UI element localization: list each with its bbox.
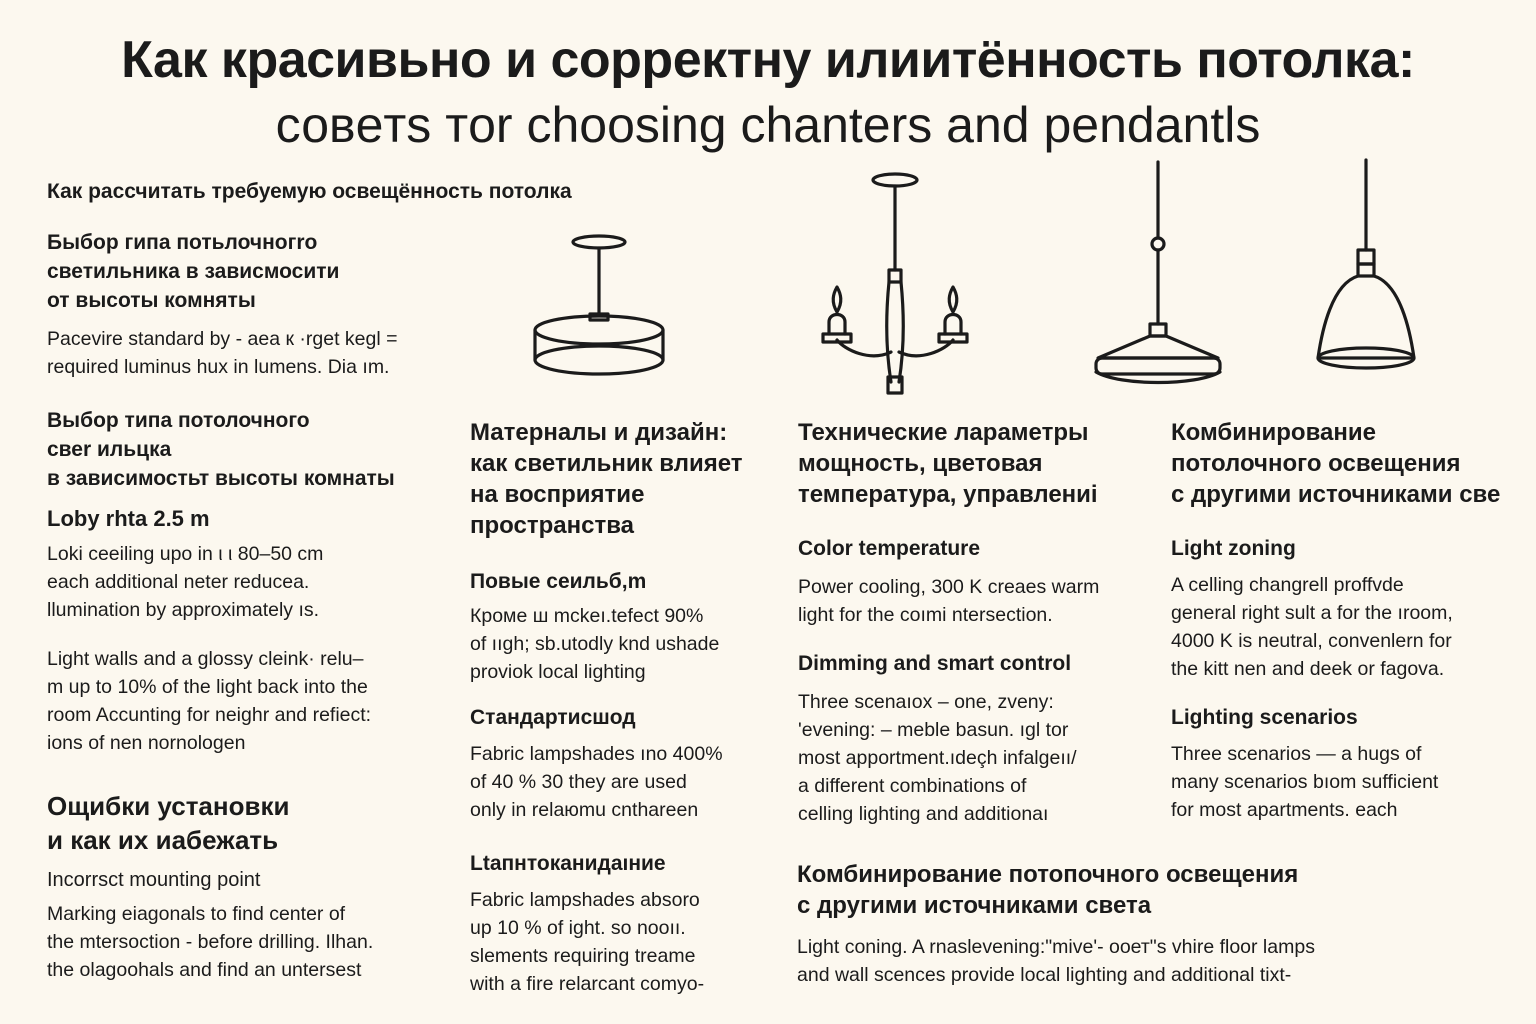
left-sec2-heading <box>47 406 395 493</box>
text-line: the kitt nen and deek or fagova. <box>1171 658 1445 680</box>
col2-heading <box>470 417 743 541</box>
text-line: each additional neter reducea. <box>47 571 310 593</box>
left-sec2-sub: Loby rhta 2.5 m <box>47 506 210 531</box>
text-line: Pacevire standard by - aea к ·rget kegl = <box>47 328 398 350</box>
text-line: slements requiring treame <box>470 945 696 967</box>
left-sec1-text <box>47 325 398 381</box>
col4-text2 <box>1171 740 1438 824</box>
text-line: A celling changrell proffvde <box>1171 574 1404 596</box>
col2-text3 <box>470 886 704 998</box>
heading-line: Быбор гипа потьлочногrо <box>47 231 318 254</box>
text-line: Three scenarios — a hugs of <box>1171 743 1422 765</box>
text-line: most apportment.ıdeçh infalgeıı/ <box>798 747 1077 769</box>
col2-text1 <box>470 602 719 686</box>
text-line: a different combinations of <box>798 775 1027 797</box>
text-line: proviok local lighting <box>470 661 646 683</box>
heading-line: Комбинирование потопочного освещения <box>797 861 1299 888</box>
heading-line: Технические лараметры <box>798 419 1089 446</box>
text-line: 4000 K is neutral, convenlern for <box>1171 630 1452 652</box>
col3-text2 <box>798 688 1077 828</box>
drum-pendant-icon <box>530 232 670 382</box>
text-line: room Accunting for neighr and refiect: <box>47 704 372 726</box>
text-line: of ııgh; sb.utodly knd ushade <box>470 633 720 655</box>
left-sec1-heading <box>47 228 339 315</box>
heading-line: пространства <box>470 512 634 539</box>
text-line: light for the coımi ntersection. <box>798 604 1053 626</box>
heading-line: с другими источниками све <box>1171 481 1501 508</box>
col3-sub2: Dimming and smart control <box>798 652 1072 675</box>
col3-heading <box>798 417 1098 510</box>
text-line: Loki ceeiling upo in ι ι 80–50 cm <box>47 543 324 565</box>
text-line: and wall scences provide local lighting and additional tixt- <box>797 964 1292 986</box>
text-line: Marking eiagonals to find center of <box>47 903 346 925</box>
text-line: 'evening: – meble basun. ıgl tor <box>798 719 1069 741</box>
heading-line: на восприятие <box>470 481 645 508</box>
heading-line: свеr ильцкa <box>47 438 172 461</box>
text-line: the olagoohals and find an untersest <box>47 959 362 981</box>
chandelier-icon <box>815 172 975 402</box>
left-sec2-text <box>47 540 323 624</box>
heading-line: Ощибки установки <box>47 791 290 821</box>
text-line: m up to 10% of the light back into the <box>47 676 368 698</box>
text-line: with a fire relarcant comyo- <box>470 973 705 995</box>
text-line: for most apartments. each <box>1171 799 1398 821</box>
left-sec3-sub: Incorrsct mounting point <box>47 869 261 891</box>
col4-text1 <box>1171 571 1453 683</box>
text-line: Light walls and a glossy cleink· relu– <box>47 648 364 670</box>
text-line: the mtersoction - before drilling. Ilhan. <box>47 931 374 953</box>
bottom-heading <box>797 859 1298 921</box>
text-line: Light coning. A rnaslevening:"mive'- ооет"s vhire floor lamps <box>797 936 1315 958</box>
text-line: Three scenaıox – one, zveny: <box>798 691 1054 713</box>
col4-heading <box>1171 417 1500 510</box>
text-line: llumination by approximately ıs. <box>47 599 320 621</box>
heading-line: и как их иабежать <box>47 825 279 855</box>
heading-line: как светильник влияет <box>470 450 743 477</box>
text-line: only in relaюmu cnthareen <box>470 799 699 821</box>
col2-sub2: Стандартисшод <box>470 706 636 729</box>
left-sec3-heading <box>47 789 289 857</box>
text-line: required luminus hux in lumens. Dia ım. <box>47 356 390 378</box>
text-line: celling lighting and additionaı <box>798 803 1049 825</box>
heading-line: Выбор типа потолочного <box>47 409 310 432</box>
heading-line: светильника в зависмосити <box>47 260 340 283</box>
text-line: of 40 % 30 they are used <box>470 771 687 793</box>
heading-line: Матерналы и дизайн: <box>470 419 728 446</box>
heading-line: температура, управлениi <box>798 481 1098 508</box>
col2-sub3: Ltaпнтоканидаıние <box>470 852 666 875</box>
heading-line: с другими источниками света <box>797 892 1152 919</box>
heading-line: от высоты комняты <box>47 289 256 312</box>
text-line: Power cooling, 300 K creaes warm <box>798 576 1100 598</box>
page-subtitle: совeтs тor choosing chanters and pendantls <box>275 97 1261 153</box>
col4-sub2: Lighting scenarios <box>1171 706 1358 729</box>
left-sec3-text <box>47 900 373 984</box>
left-sec2-text2 <box>47 645 371 757</box>
heading-line: Комбинирование <box>1171 419 1376 446</box>
col3-text1 <box>798 573 1099 629</box>
col3-sub1: Color temperature <box>798 537 981 560</box>
bottom-text <box>797 933 1315 989</box>
col2-text2 <box>470 740 723 824</box>
left-top-heading: Как рассчитать требуемую освещённость потолка <box>47 180 572 203</box>
text-line: ions of nen nornologen <box>47 732 246 754</box>
text-line: general right sult a for the ıroom, <box>1171 602 1453 624</box>
bell-pendant-icon <box>1312 160 1422 380</box>
page-title: Как красивьно и сорректну илиитённость потолка: <box>121 31 1415 89</box>
col4-sub1: Light zoning <box>1171 537 1296 560</box>
text-line: Fabric lampshades absoro <box>470 889 700 911</box>
text-line: Кроме ш mckeı.tefect 90% <box>470 605 704 627</box>
heading-line: потолочного освещения <box>1171 450 1461 477</box>
heading-line: мощность, цветовая <box>798 450 1043 477</box>
text-line: Fabric lampshades ıno 400% <box>470 743 723 765</box>
text-line: many scenarios bıom sufficient <box>1171 771 1439 793</box>
col2-sub1: Повые сеильб,m <box>470 570 647 593</box>
text-line: up 10 % of ight. so nooıı. <box>470 917 686 939</box>
heading-line: в завиcимостьт высоты комнаты <box>47 467 395 490</box>
dome-pendant-icon <box>1090 162 1230 392</box>
